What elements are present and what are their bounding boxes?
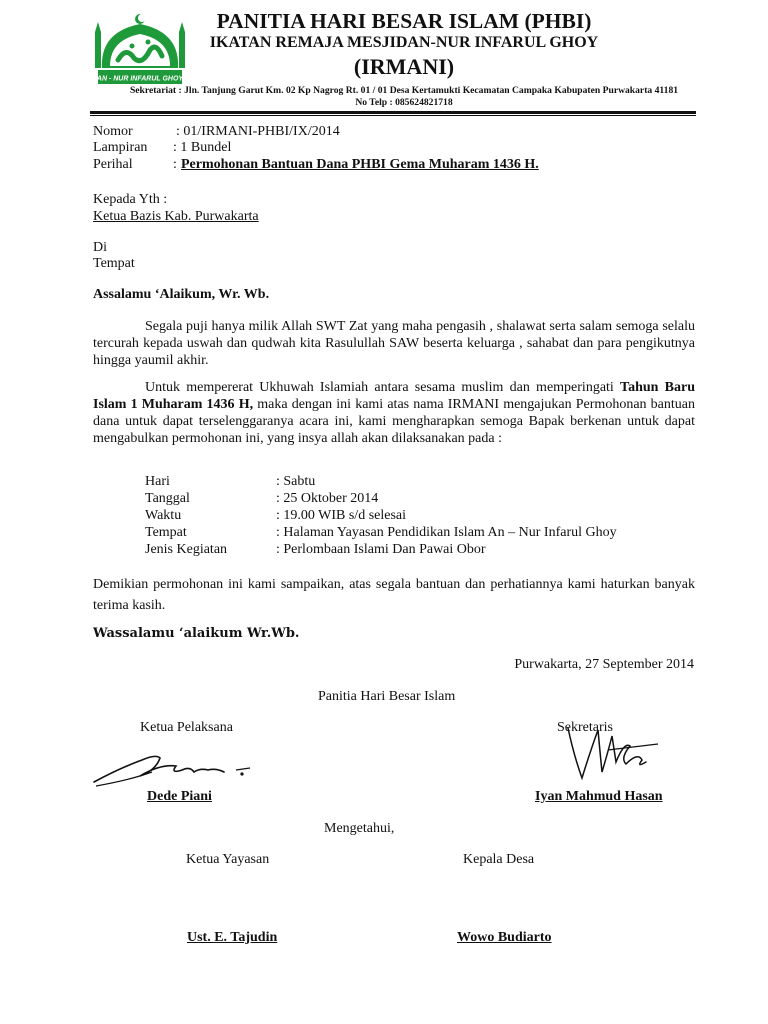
logo-text: AN - NUR INFARUL GHOY: [96, 75, 184, 83]
letterhead-divider-thin: [90, 115, 696, 116]
detail-label: Tempat: [145, 525, 187, 540]
detail-value: : 25 Oktober 2014: [276, 491, 379, 506]
paragraph-praise: Segala puji hanya milik Allah SWT Zat yang maha pengasih , shalawat serta salam semoga selalu tercurah kepada uswah dan qudwah kita Rasulullah SAW beserta keluarga , sahabat dan para pengikutnya hingga yaumil akhir.: [93, 319, 695, 368]
letterhead-abbreviation: (IRMANI): [353, 54, 455, 79]
chair-name: Dede Piani: [147, 789, 212, 804]
secretary-title: Sekretaris: [557, 720, 613, 735]
letterhead-subtitle: IKATAN REMAJA MESJIDAN-NUR INFARUL GHOY: [209, 34, 599, 51]
nomor-label: Nomor: [93, 124, 133, 139]
perihal-colon: :: [173, 157, 177, 172]
letterhead-address: Sekretariat : Jln. Tanjung Garut Km. 02 Kp Nagrog Rt. 01 / 01 Desa Kertamukti Kecamatan Campaka Kabupaten Purwakarta 41181: [129, 85, 679, 96]
detail-value: : Halaman Yayasan Pendidikan Islam An – Nur Infarul Ghoy: [276, 525, 617, 540]
closing-paragraph: Demikian permohonan ini kami sampaikan, atas segala bantuan dan perhatiannya kami haturkan banyak terima kasih.: [93, 577, 695, 613]
secretary-name: Iyan Mahmud Hasan: [535, 789, 663, 804]
perihal-label: Perihal: [93, 157, 133, 172]
letterhead-divider: [90, 111, 696, 114]
detail-label: Jenis Kegiatan: [145, 542, 228, 557]
recipient-tempat: Tempat: [93, 256, 135, 271]
acknowledged-label: Mengetahui,: [324, 821, 395, 836]
opening-greeting: Assalamu ‘Alaikum, Wr. Wb.: [93, 287, 270, 302]
foundation-title: Ketua Yayasan: [186, 852, 270, 867]
village-name: Wowo Budiarto: [457, 930, 552, 945]
recipient-to: Kepada Yth :: [93, 192, 168, 207]
detail-value: : Sabtu: [276, 474, 316, 489]
chair-signature: [90, 742, 260, 788]
chair-title: Ketua Pelaksana: [140, 720, 233, 735]
foundation-name: Ust. E. Tajudin: [187, 930, 278, 945]
recipient-di: Di: [93, 240, 107, 255]
secretary-signature: [560, 722, 670, 790]
detail-value: : Perlombaan Islami Dan Pawai Obor: [276, 542, 486, 557]
lampiran-value: : 1 Bundel: [173, 140, 232, 155]
detail-value: : 19.00 WIB s/d selesai: [276, 508, 407, 523]
letterhead-phone: No Telp : 085624821718: [355, 97, 453, 108]
paragraph-request-part1: Untuk mempererat Ukhuwah Islamiah antara sesama muslim dan memperingati: [145, 380, 621, 395]
detail-label: Tanggal: [145, 491, 190, 506]
committee-name: Panitia Hari Besar Islam: [318, 689, 456, 704]
place-date: Purwakarta, 27 September 2014: [514, 657, 694, 672]
paragraph-request: [93, 379, 695, 447]
detail-label: Waktu: [145, 508, 182, 523]
paragraph-request-part2: maka dengan ini kami atas nama IRMANI mengajukan Permohonan bantuan dana untuk dapat terselenggaranya acara ini, kami mengharapkan semoga Bapak berkenan untuk dapat mengabulkan permohonan ini, yang insya allah akan dilaksanakan pada :: [93, 397, 696, 446]
detail-label: Hari: [145, 474, 170, 489]
recipient-name: Ketua Bazis Kab. Purwakarta: [93, 209, 259, 224]
paragraph-request-bold: Tahun Baru Islam 1 Muharam 1436 H,: [93, 380, 695, 412]
village-title: Kepala Desa: [463, 852, 535, 867]
letterhead-title: PANITIA HARI BESAR ISLAM (PHBI): [216, 9, 592, 33]
nomor-value: : 01/IRMANI-PHBI/IX/2014: [176, 124, 340, 139]
perihal-value: Permohonan Bantuan Dana PHBI Gema Muharam 1436 H.: [181, 157, 539, 172]
lampiran-label: Lampiran: [93, 140, 148, 155]
closing-greeting: Wassalamu ‘alaikum Wr.Wb.: [93, 626, 300, 641]
